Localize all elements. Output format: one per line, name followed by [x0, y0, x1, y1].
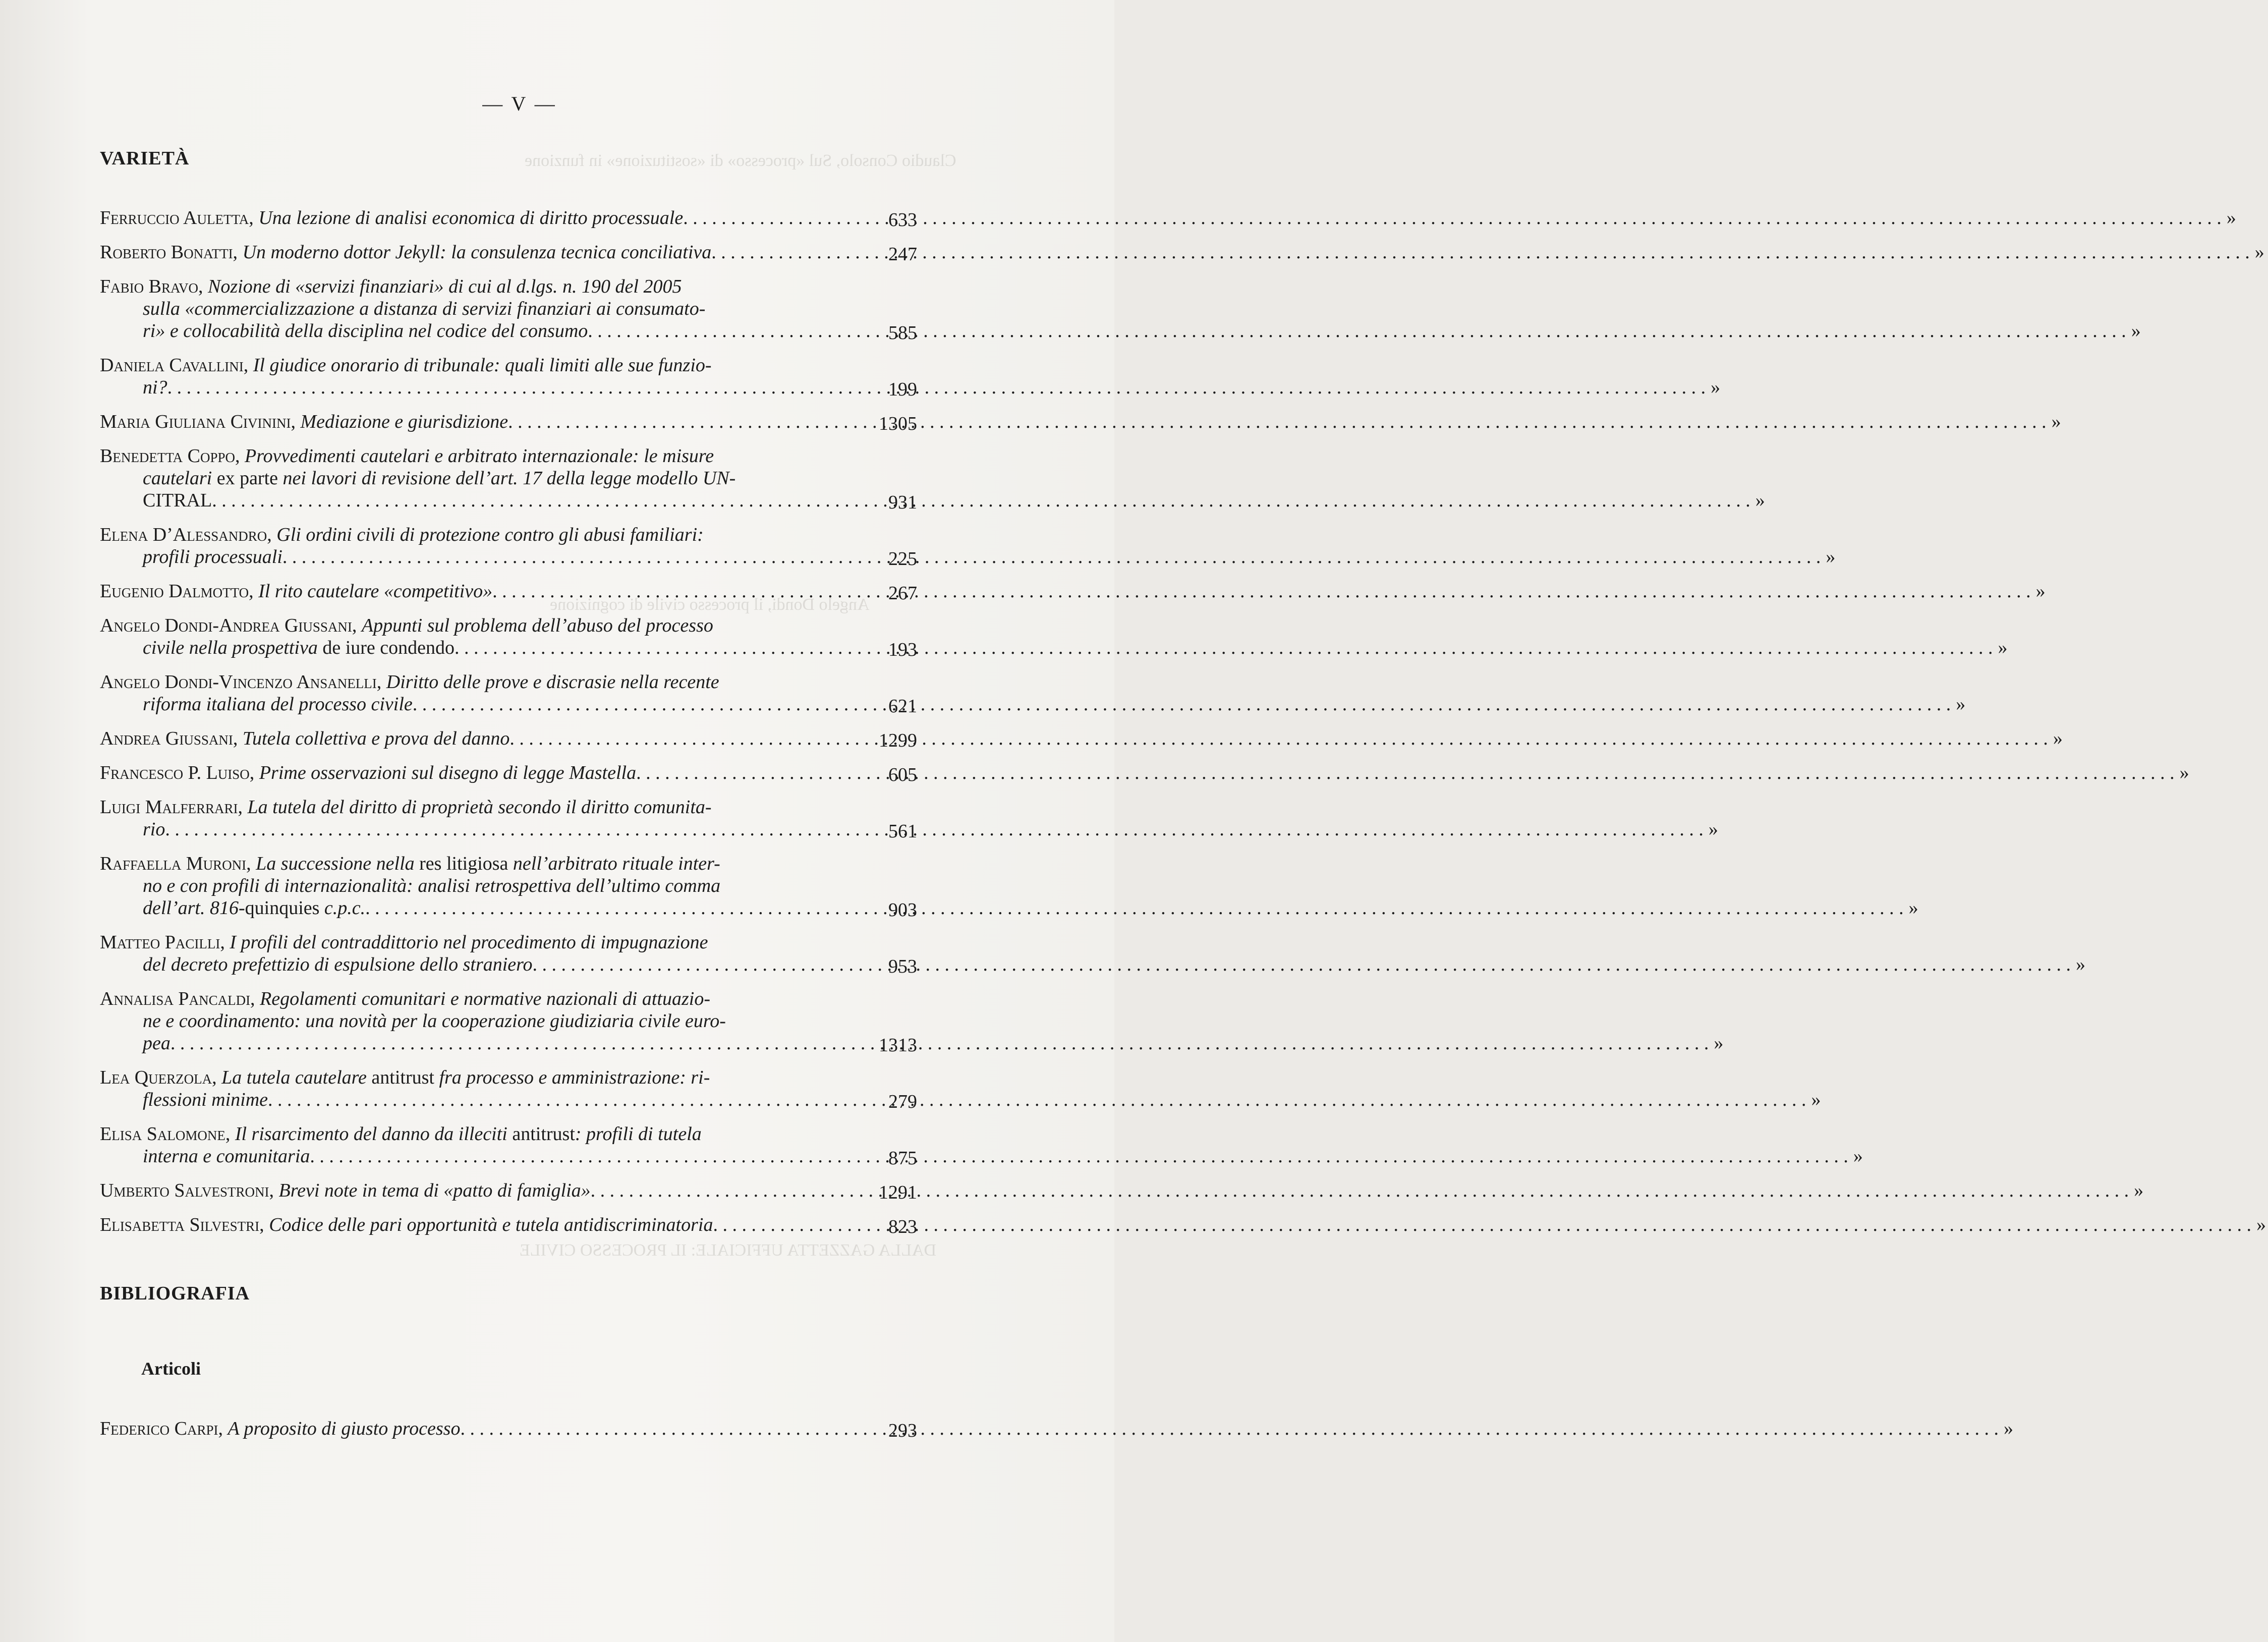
- entry-title-segment: Provvedimenti cautelari e arbitrato internazionale: le misure: [245, 445, 714, 467]
- subsection-title-articoli: Articoli: [141, 1358, 201, 1379]
- entry-author: Umberto Salvestroni,: [100, 1180, 274, 1201]
- entry-author: Ferruccio Auletta,: [100, 207, 254, 229]
- page-reference: 247: [888, 244, 917, 265]
- toc-entry: [100, 1214, 2266, 1237]
- toc-entry: [100, 796, 1718, 842]
- entry-title-segment: Una lezione di analisi economica di diritto processuale: [258, 207, 684, 229]
- guillemet-mark: »: [2179, 762, 2189, 783]
- entry-title-segment: Appunti sul problema dell’abuso del processo: [361, 615, 713, 636]
- entry-text: [100, 988, 710, 1009]
- entry-text: [100, 411, 508, 432]
- toc-entry: [100, 1123, 1863, 1169]
- entry-line: [100, 671, 846, 693]
- entry-line: [100, 796, 846, 818]
- entry-author: Andrea Giussani,: [100, 728, 238, 749]
- entry-line: [100, 614, 846, 637]
- entry-line: [100, 1123, 846, 1145]
- entry-text: [100, 1418, 460, 1439]
- dot-leader: [509, 728, 2048, 749]
- entry-title-segment: no e con profili di internazionalità: analisi retrospettiva dell’ultimo comma: [143, 875, 721, 896]
- page-reference: 875: [888, 1148, 917, 1169]
- guillemet-mark: »: [1826, 546, 1836, 568]
- entry-text: [100, 445, 714, 467]
- entry-title-segment: Il risarcimento del danno da illeciti: [235, 1123, 507, 1145]
- entry-author: Angelo Dondi-Andrea Giussani,: [100, 615, 357, 636]
- entry-author: Elisabetta Silvestri,: [100, 1214, 264, 1235]
- dot-leader: [533, 954, 2071, 975]
- guillemet-mark: »: [1853, 1146, 1863, 1167]
- entry-title-segment: interna e comunitaria: [143, 1146, 310, 1167]
- toc-entry: [100, 931, 2086, 977]
- page-reference: 633: [888, 209, 917, 231]
- dot-leader: [413, 694, 1951, 715]
- entry-title-segment: profili processuali: [143, 546, 282, 568]
- page-reference: 953: [888, 956, 917, 977]
- entry-text: [143, 1089, 268, 1110]
- entry-author: Raffaella Muroni,: [100, 853, 251, 874]
- entry-title-segment: antitrust: [366, 1067, 439, 1088]
- entry-title-segment: Tutela collettiva e prova del danno: [242, 728, 510, 749]
- entry-title-segment: La tutela del diritto di proprietà secondo il diritto comunita-: [247, 797, 712, 818]
- section-title-bibliografia: BIBLIOGRAFIA: [100, 1283, 250, 1304]
- entry-text: [100, 1180, 591, 1201]
- page-reference: 1305: [879, 413, 917, 434]
- entry-title-segment: -quinquies: [238, 897, 324, 919]
- page-reference: 199: [888, 379, 917, 400]
- page-reference: 561: [888, 821, 917, 842]
- entry-title-segment: de iure condendo: [317, 637, 455, 658]
- entry-title-segment: nei lavori di revisione dell’art. 17 della legge modello UN-: [282, 468, 736, 489]
- toc-entry: [100, 275, 2141, 344]
- entry-text: [100, 355, 712, 376]
- dot-leader: [165, 819, 1704, 840]
- dot-leader: [508, 411, 2047, 432]
- dot-leader: [282, 546, 1821, 568]
- dot-leader: [167, 377, 1706, 398]
- entry-title-segment: ri» e collocabilità della disciplina nel codice del consumo: [143, 320, 588, 342]
- entry-text: [143, 1146, 310, 1167]
- entry-title-segment: Nozione di «servizi finanziari» di cui al d.lgs. n. 190 del 2005: [208, 276, 682, 297]
- entry-line: [100, 931, 846, 953]
- guillemet-mark: »: [2076, 954, 2086, 975]
- entry-title-segment: nell’arbitrato rituale inter-: [513, 853, 720, 874]
- entry-title-segment: ne e coordinamento: una novità per la cooperazione giudiziaria civile euro-: [143, 1010, 726, 1032]
- entry-text: [100, 1123, 702, 1145]
- entry-title-segment: La successione nella: [256, 853, 415, 874]
- toc-entry: [100, 1066, 1821, 1112]
- entry-author: Annalisa Pancaldi,: [100, 988, 255, 1009]
- entry-author: Federico Carpi,: [100, 1418, 223, 1439]
- dot-leader: [711, 242, 2250, 263]
- entry-text: [100, 762, 636, 783]
- entry-line: [100, 298, 846, 320]
- entry-text: [143, 468, 735, 489]
- page-reference: 293: [888, 1420, 917, 1441]
- entry-line: [100, 875, 846, 897]
- toc-entry: [100, 1179, 2144, 1203]
- entry-title-segment: flessioni minime: [143, 1089, 268, 1110]
- toc-entry: [100, 354, 1721, 400]
- guillemet-mark: »: [1755, 490, 1765, 511]
- page-reference: 225: [888, 548, 917, 570]
- page-reference: 193: [888, 639, 917, 660]
- guillemet-mark: »: [2254, 242, 2264, 263]
- entry-line: [100, 467, 846, 489]
- entry-line: [100, 1066, 846, 1089]
- entry-text: [100, 932, 708, 953]
- entry-text: [143, 897, 365, 919]
- entry-text: [100, 1214, 713, 1235]
- entry-title-segment: Un moderno dottor Jekyll: la consulenza tecnica conciliativa: [242, 242, 712, 263]
- entry-title-segment: fra processo e amministrazione: ri-: [439, 1067, 710, 1088]
- guillemet-mark: »: [1908, 897, 1918, 919]
- entry-line: [100, 853, 846, 875]
- entry-title-segment: c.p.c.: [324, 897, 366, 919]
- guillemet-mark: »: [2035, 581, 2046, 602]
- entry-text: [143, 819, 165, 840]
- entry-text: [143, 1010, 726, 1032]
- entry-title-segment: Diritto delle prove e discrasie nella recente: [386, 671, 719, 693]
- page-reference: 823: [888, 1216, 917, 1237]
- dot-leader: [713, 1214, 2251, 1235]
- guillemet-mark: »: [1711, 377, 1721, 398]
- toc-entry: [100, 988, 1724, 1056]
- entry-title-segment: rio: [143, 819, 165, 840]
- entry-author: Elisa Salomone,: [100, 1123, 231, 1145]
- guillemet-mark: »: [2131, 320, 2141, 342]
- entry-line: [100, 1010, 846, 1032]
- section-title-varieta: VARIETÀ: [100, 148, 190, 169]
- entry-text: [100, 728, 509, 749]
- page-reference: 931: [888, 492, 917, 513]
- guillemet-mark: »: [1811, 1089, 1821, 1110]
- entry-title-segment: : profili di tutela: [575, 1123, 702, 1145]
- entry-text: [143, 320, 588, 342]
- toc-entry: [100, 614, 2008, 660]
- dot-leader: [460, 1418, 1999, 1439]
- guillemet-mark: »: [1708, 819, 1718, 840]
- entry-text: [143, 694, 413, 715]
- entry-title-segment: Mediazione e giurisdizione: [300, 411, 508, 432]
- guillemet-mark: »: [2134, 1180, 2144, 1201]
- toc-entry: [100, 727, 2063, 751]
- entry-author: Luigi Malferrari,: [100, 797, 243, 818]
- entry-author: Benedetta Coppo,: [100, 445, 240, 467]
- entry-line: [100, 354, 846, 376]
- entry-title-segment: ex parte: [212, 468, 283, 489]
- dot-leader: [310, 1146, 1848, 1167]
- page-reference: 605: [888, 764, 917, 785]
- dot-leader: [212, 490, 1750, 511]
- entry-title-segment: Codice delle pari opportunità e tutela antidiscriminatoria: [269, 1214, 713, 1235]
- toc-entry: [100, 762, 2189, 785]
- entry-title-segment: riforma italiana del processo civile: [143, 694, 413, 715]
- entry-line: [100, 988, 846, 1010]
- entry-title-segment: Il rito cautelare «competitivo»: [258, 581, 493, 602]
- entry-text: [143, 377, 167, 398]
- entry-title-segment: Gli ordini civili di protezione contro gli abusi familiari:: [276, 524, 704, 545]
- dot-leader: [492, 581, 2031, 602]
- entry-text: [100, 615, 713, 636]
- page-reference: 267: [888, 583, 917, 604]
- entry-title-segment: del decreto prefettizio di espulsione dello straniero: [143, 954, 533, 975]
- entry-title-segment: A proposito di giusto processo: [228, 1418, 461, 1439]
- page-reference: 1291: [879, 1182, 917, 1203]
- dot-leader: [455, 637, 1993, 658]
- dot-leader: [171, 1033, 1709, 1054]
- toc-entry: [100, 671, 1966, 717]
- entry-text: [100, 671, 719, 693]
- entry-title-segment: cautelari: [143, 468, 212, 489]
- entry-author: Maria Giuliana Civinini,: [100, 411, 296, 432]
- entry-title-segment: I profili del contraddittorio nel procedimento di impugnazione: [230, 932, 708, 953]
- page-reference: 279: [888, 1091, 917, 1112]
- bleed-through-text: DALLA GAZZETTA UFFICIALE: IL PROCESSO CIVILE: [520, 1241, 937, 1260]
- toc-entry: [100, 580, 2046, 604]
- entry-text: [100, 524, 704, 545]
- entry-text: [143, 490, 212, 511]
- guillemet-mark: »: [1956, 694, 1966, 715]
- entry-title-segment: sulla «commercializzazione a distanza di servizi finanziari ai consumato-: [143, 298, 706, 319]
- page-reference: 903: [888, 899, 917, 921]
- entry-text: [100, 276, 682, 297]
- entry-author: Angelo Dondi-Vincenzo Ansanelli,: [100, 671, 382, 693]
- entry-title-segment: La tutela cautelare: [221, 1067, 367, 1088]
- dot-leader: [365, 897, 1904, 919]
- toc-entry: [100, 1418, 2013, 1441]
- guillemet-mark: »: [2053, 728, 2063, 749]
- entry-text: [100, 242, 711, 263]
- entry-author: Elena D’Alessandro,: [100, 524, 272, 545]
- entry-author: Roberto Bonatti,: [100, 242, 238, 263]
- entry-text: [100, 797, 712, 818]
- entry-title-segment: Il giudice onorario di tribunale: quali limiti alle sue funzio-: [253, 355, 712, 376]
- dot-leader: [268, 1089, 1806, 1110]
- guillemet-mark: »: [2003, 1418, 2013, 1439]
- page-reference: 1299: [879, 730, 917, 751]
- entry-author: Daniela Cavallini,: [100, 355, 249, 376]
- page-reference: 1313: [879, 1035, 917, 1056]
- entry-title-segment: antitrust: [507, 1123, 575, 1145]
- guillemet-mark: »: [2256, 1214, 2266, 1235]
- entry-title-segment: Brevi note in tema di «patto di famiglia»: [278, 1180, 591, 1201]
- dot-leader: [591, 1180, 2129, 1201]
- entry-author: Francesco P. Luiso,: [100, 762, 255, 783]
- dot-leader: [588, 320, 2126, 342]
- entry-author: Fabio Bravo,: [100, 276, 203, 297]
- entry-text: [143, 546, 282, 568]
- entry-title-segment: Regolamenti comunitari e normative nazionali di attuazio-: [260, 988, 710, 1009]
- toc-entry: [100, 207, 2236, 231]
- guillemet-mark: »: [1998, 637, 2008, 658]
- entry-title-segment: pea: [143, 1033, 171, 1054]
- entry-title-segment: Prime osservazioni sul disegno di legge Mastella: [259, 762, 637, 783]
- entry-text: [143, 954, 533, 975]
- toc-entry: [100, 524, 1836, 570]
- entry-author: Matteo Pacilli,: [100, 932, 225, 953]
- toc-entry: [100, 853, 1918, 921]
- guillemet-mark: »: [2226, 207, 2236, 229]
- entry-author: Eugenio Dalmotto,: [100, 581, 254, 602]
- page-number: — V —: [482, 92, 557, 115]
- toc-entry: [100, 445, 1765, 513]
- entry-title-segment: res litigiosa: [414, 853, 513, 874]
- guillemet-mark: »: [2051, 411, 2061, 432]
- entry-text: [143, 298, 705, 319]
- entry-text: [143, 637, 455, 658]
- entry-text: [143, 1033, 171, 1054]
- entry-line: [100, 445, 846, 467]
- entry-title-segment: dell’art. 816: [143, 897, 239, 919]
- entry-text: [100, 1067, 710, 1088]
- entry-text: [100, 853, 720, 874]
- entry-title-segment: ni?: [143, 377, 167, 398]
- bleed-through-text: Angelo Dondi, il processo civile di cognizione: [550, 595, 870, 614]
- entry-title-segment: civile nella prospettiva: [143, 637, 318, 658]
- entry-text: [143, 875, 720, 896]
- varieta-entry-list: [100, 207, 2266, 1248]
- entry-line: [100, 524, 846, 546]
- toc-entry: [100, 241, 2264, 265]
- entry-author: Lea Querzola,: [100, 1067, 217, 1088]
- page-reference: 585: [888, 322, 917, 344]
- entry-line: [100, 275, 846, 298]
- entry-title-segment: CITRAL: [143, 490, 212, 511]
- bibliografia-entry-list: [100, 1418, 2013, 1452]
- page-reference: 621: [888, 696, 917, 717]
- entry-text: [100, 581, 492, 602]
- toc-entry: [100, 411, 2061, 434]
- guillemet-mark: »: [1714, 1033, 1724, 1054]
- entry-text: [100, 207, 683, 229]
- bleed-through-text: Claudio Consolo, Sul «processo» di «sostituzione» in funzione: [525, 151, 956, 170]
